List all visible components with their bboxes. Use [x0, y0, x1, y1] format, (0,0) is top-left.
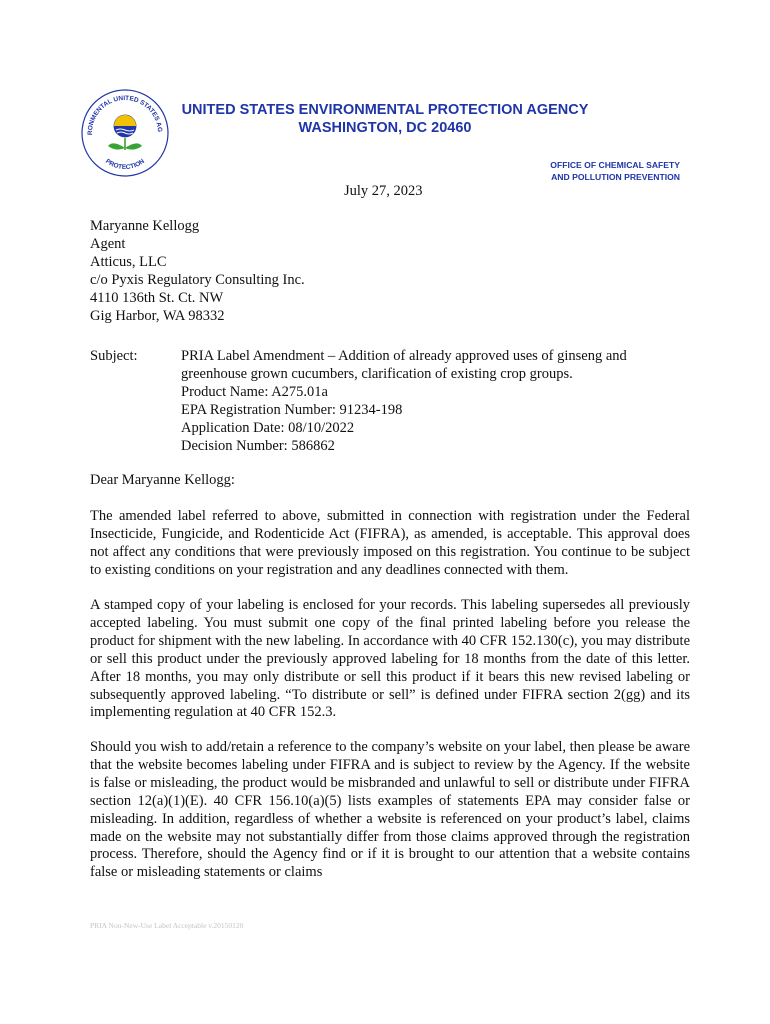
seal-top-text: RONMENTAL UNITED STATES AG	[86, 94, 164, 136]
seal-flower-icon	[108, 115, 142, 150]
subject-line: Product Name: A275.01a	[181, 383, 328, 400]
agency-title	[170, 101, 600, 137]
epa-seal-icon	[80, 88, 170, 178]
recipient-address	[90, 218, 690, 325]
subject-line: PRIA Label Amendment – Addition of already approved uses of ginseng and	[181, 348, 627, 364]
salutation: Dear Maryanne Kellogg:	[90, 472, 235, 488]
address-line: 4110 136th St. Ct. NW	[90, 289, 224, 306]
subject-line: Decision Number: 586862	[181, 437, 335, 454]
body-paragraph-1: The amended label referred to above, submitted in connection with registration under the Federal Insecticide, Fungicide, and Rodenticide Act (FIFRA), as amended, is acceptable. This approval does not affect any conditions that were previously imposed on this registration. You continue to be subject to existing conditions on your registration and any deadlines connected with them.	[90, 508, 690, 578]
office-name	[550, 159, 680, 183]
letter-date: July 27, 2023	[344, 183, 423, 199]
body-paragraph-3: Should you wish to add/retain a reference to the company’s website on your label, then please be aware that the website becomes labeling under FIFRA and is subject to review by the Agency. If the website is false or misleading, the product would be misbranded and unlawful to sell or distribute under FIFRA section 12(a)(1)(E). 40 CFR 156.10(a)(5) lists examples of statements EPA may consider false or misleading. In addition, regardless of whether a website is referenced on your product’s label, claims made on the website may not substantially differ from those claims approved through the registration process. Therefore, should the Agency find or if it is brought to our attention that a website contains false or misleading statements or claims	[90, 739, 690, 881]
subject-line: Application Date: 08/10/2022	[181, 419, 355, 436]
address-line: Agent	[90, 235, 126, 252]
agency-name: UNITED STATES ENVIRONMENTAL PROTECTION AGENCY	[181, 102, 589, 118]
office-line-1: OFFICE OF CHEMICAL SAFETY	[550, 160, 680, 170]
subject-line: EPA Registration Number: 91234-198	[181, 401, 403, 418]
agency-location: WASHINGTON, DC 20460	[298, 120, 472, 136]
subject-label: Subject:	[90, 348, 138, 364]
page-footer: PRIA Non-New-Use Label Acceptable v.20150120	[90, 921, 244, 930]
epa-seal	[80, 88, 170, 178]
address-line: Atticus, LLC	[90, 253, 167, 270]
address-line: Gig Harbor, WA 98332	[90, 307, 225, 324]
office-line-2: AND POLLUTION PREVENTION	[551, 172, 680, 182]
body-paragraph-2: A stamped copy of your labeling is enclosed for your records. This labeling supersedes all previously accepted labeling. You must submit one copy of the final printed labeling before you release the product for shipment with the new labeling. In accordance with 40 CFR 152.130(c), you may distribute or sell this product under the previously approved labeling for 18 months from the date of this letter. After 18 months, you may only distribute or sell this product if it bears this new revised labeling or subsequently approved labeling. “To distribute or sell” is defined under FIFRA section 2(gg) and its implementing regulation at 40 CFR 152.3.	[90, 597, 691, 721]
address-line: c/o Pyxis Regulatory Consulting Inc.	[90, 271, 305, 288]
seal-bottom-text: PROTECTION	[104, 157, 146, 172]
subject-line: greenhouse grown cucumbers, clarification of existing crop groups.	[181, 365, 573, 382]
subject-details	[181, 348, 691, 455]
address-line: Maryanne Kellogg	[90, 218, 200, 234]
